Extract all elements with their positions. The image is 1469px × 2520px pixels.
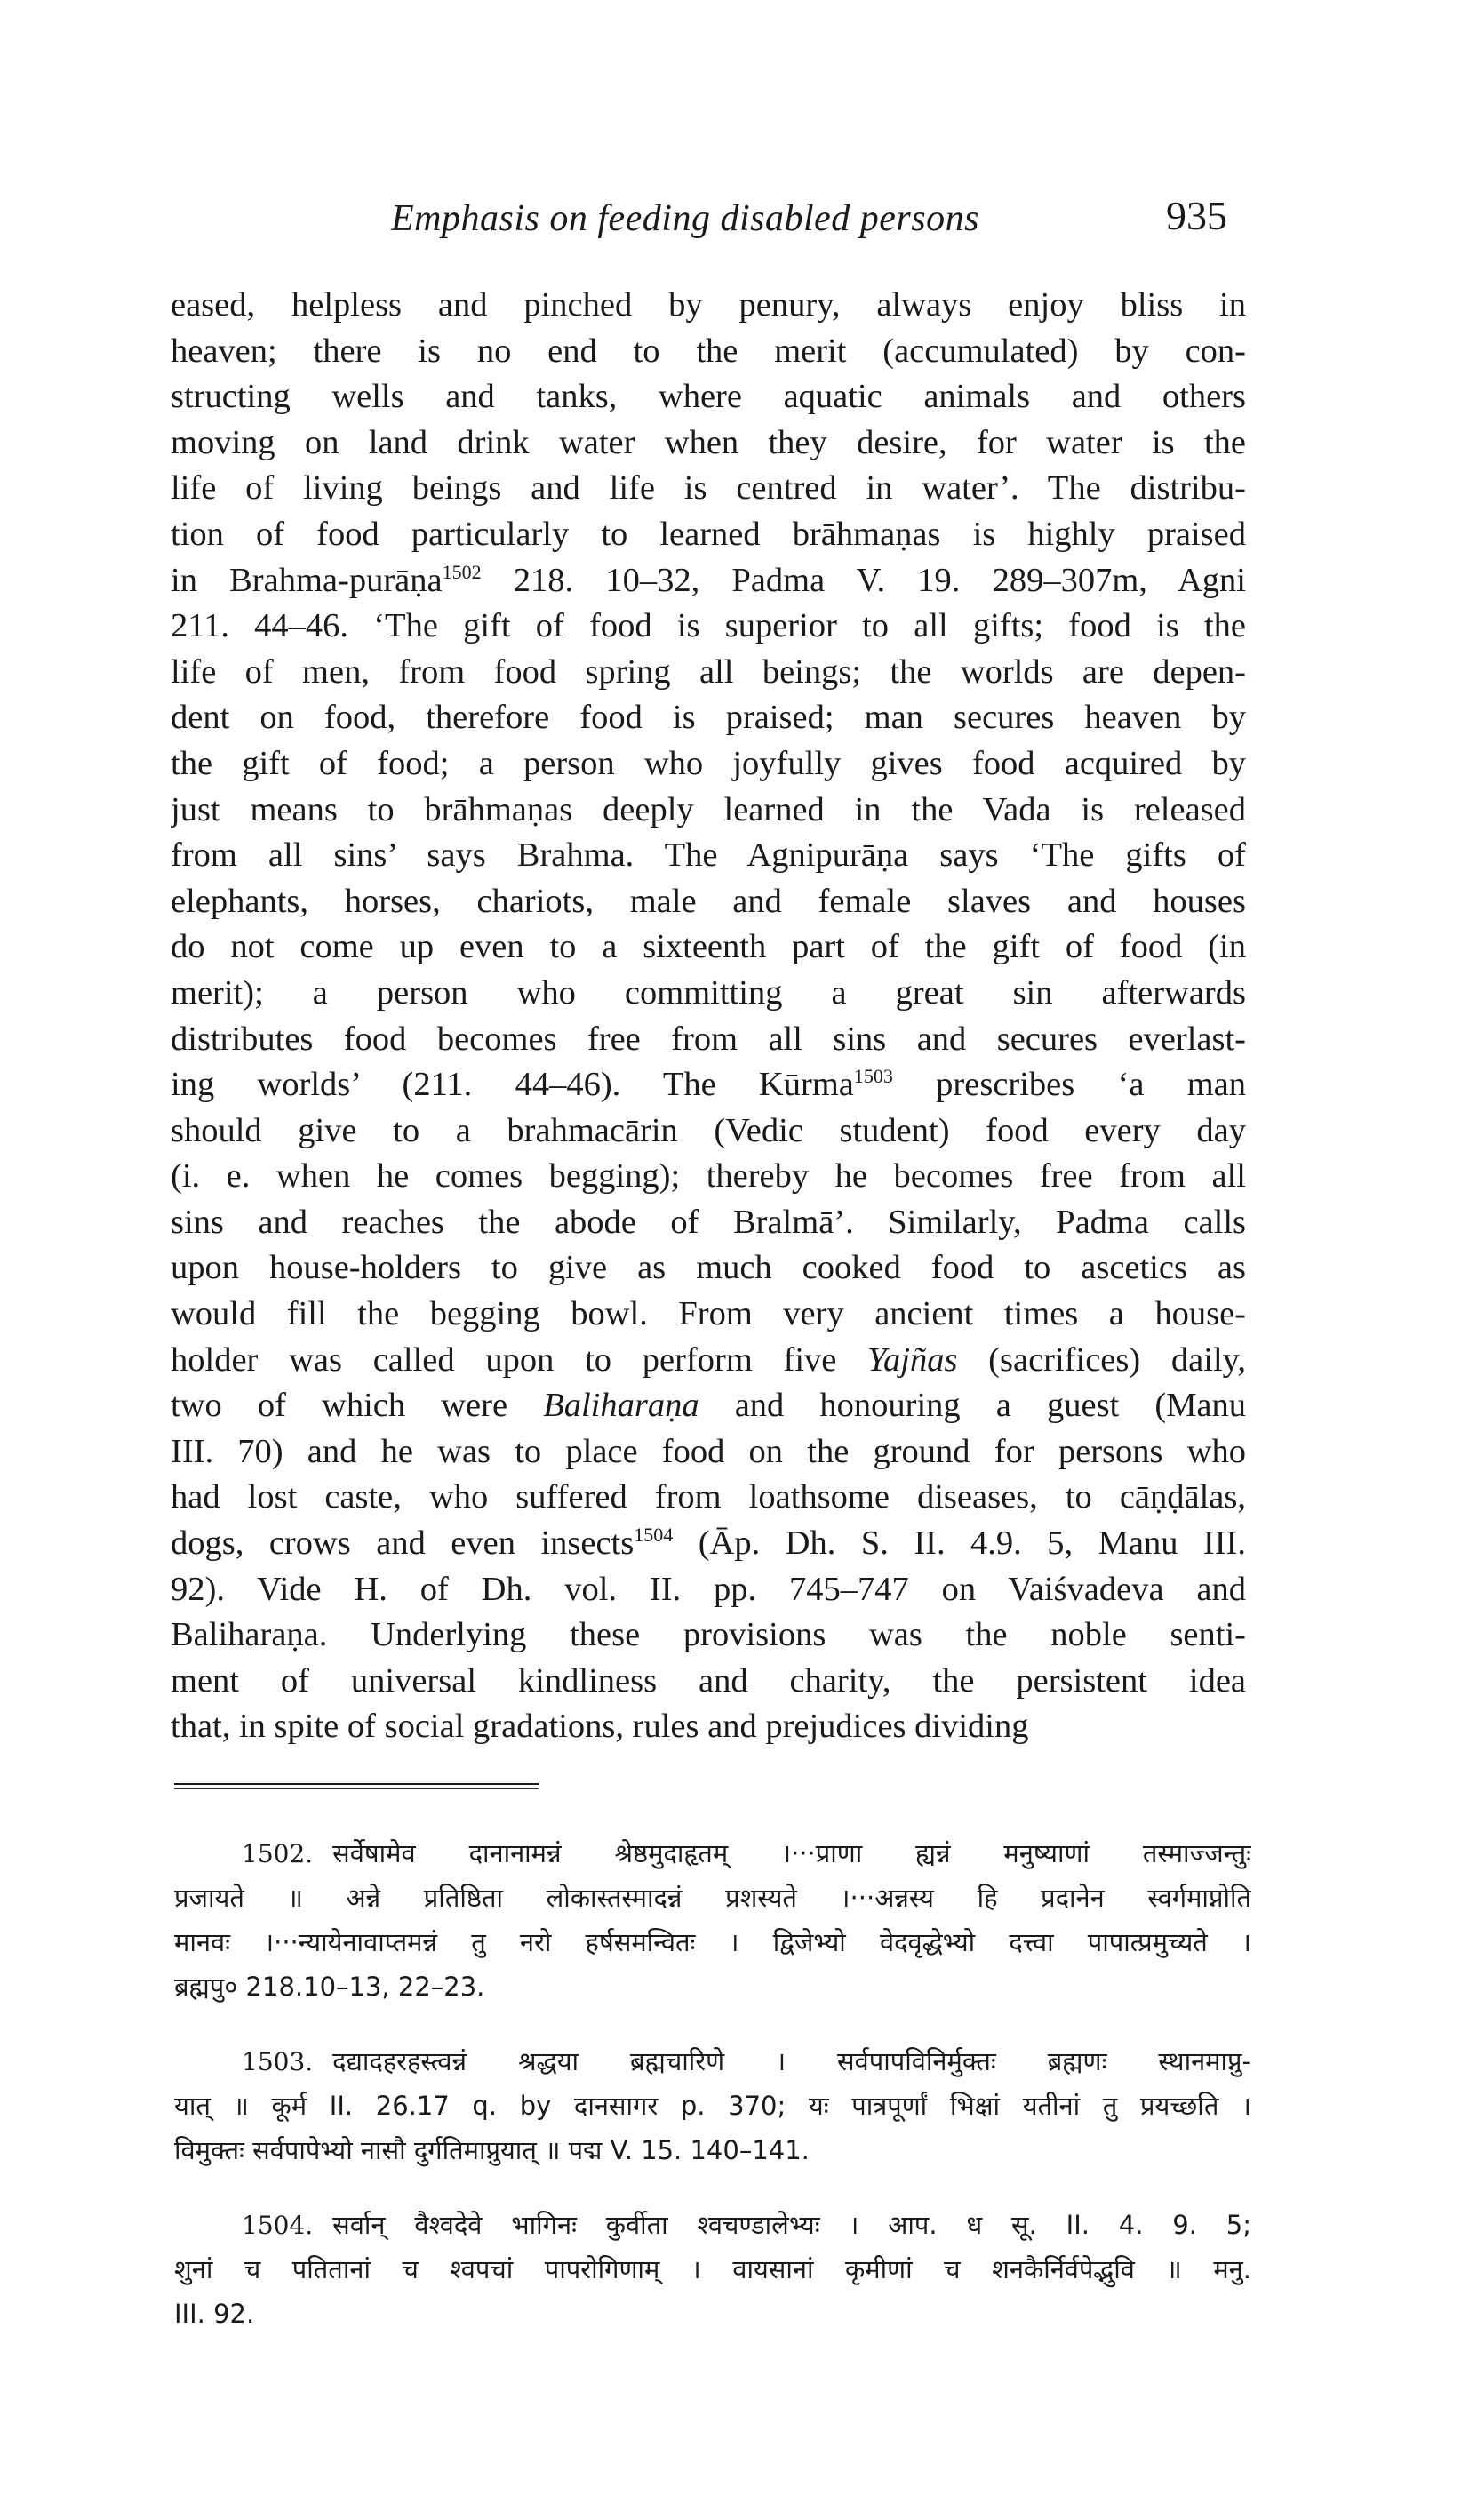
body-line: merit); a person who committing a great sin afterwards	[171, 973, 1246, 1012]
body-text-run: ing worlds’ (211. 44–46). The Kūrma	[171, 1066, 854, 1104]
body-text-run: (sacrifices) daily,	[957, 1340, 1246, 1379]
italic-term: Baliharaṇa	[543, 1387, 699, 1425]
body-text-run: and honouring a guest (Manu	[699, 1387, 1246, 1425]
footnote-number: 1503.	[242, 2047, 314, 2076]
body-line: moving on land drink water when they desire, for water is the	[171, 423, 1246, 461]
body-line: sins and reaches the abode of Bralmā’. Similarly, Padma calls	[171, 1203, 1246, 1241]
page-number: 935	[1166, 193, 1227, 238]
body-text-run: in Brahma-purāṇa	[171, 561, 443, 599]
body-text-run: dogs, crows and even insects	[171, 1524, 635, 1563]
footnote-line: III. 92.	[174, 2299, 255, 2329]
body-text-run: two of which were	[171, 1387, 508, 1425]
footnote-text: सर्वेषामेव दानानामन्नं श्रेष्ठमुदाहृतम् ।···प्राणा ह्यन्नं मनुष्याणां तस्माज्जन्तुः	[332, 1838, 1251, 1868]
footnote-text: दद्यादहरहस्त्वन्नं श्रद्धया ब्रह्मचारिणे । सर्वपापविनिर्मुक्तः ब्रह्मणः स्थानमाप्नु-	[332, 2046, 1251, 2076]
body-text-run: prescribes ‘a man	[892, 1066, 1246, 1104]
italic-term: Yajñas	[867, 1340, 958, 1379]
body-line: eased, helpless and pinched by penury, always enjoy bliss in	[171, 286, 1246, 324]
body-line: upon house-holders to give as much cooked food to ascetics as	[171, 1249, 1246, 1287]
body-line: that, in spite of social gradations, rules and prejudices dividing	[171, 1708, 1029, 1746]
footnote-ref-1503: 1503	[853, 1065, 893, 1088]
footnote-line: मानवः ।···न्यायेनावाप्तमन्नं तु नरो हर्षसमन्वितः । द्विजेभ्यो वेदवृद्धेभ्यो दत्त्वा पापात्प्रमुच्यते ।	[174, 1927, 1251, 1957]
footnotes	[174, 1831, 1251, 2366]
body-line: distributes food becomes free from all sins and secures everlast-	[171, 1020, 1246, 1058]
footnote-text: सर्वान् वैश्वदेवे भागिनः कुर्वीता श्वचण्डालेभ्यः । आप. ध सू. II. 4. 9. 5;	[332, 2210, 1251, 2240]
running-head: Emphasis on feeding disabled persons	[391, 198, 979, 239]
body-line	[171, 1521, 1246, 1567]
body-line: elephants, horses, chariots, male and female slaves and houses	[171, 882, 1246, 920]
body-line: ment of universal kindliness and charity, the persistent idea	[171, 1661, 1246, 1700]
footnote-line: विमुक्तः सर्वपापेभ्यो नासौ दुर्गतिमाप्नुयात् ॥ पद्म V. 15. 140–141.	[174, 2135, 810, 2165]
footnote-line	[174, 1831, 1251, 1876]
body-line: tion of food particularly to learned brāhmaṇas is highly praised	[171, 515, 1246, 553]
footnote-separator-thin	[174, 1788, 539, 1789]
footnote-line: यात् ॥ कूर्म II. 26.17 q. by दानसागर p. 370; यः पात्रपूर्णां भिक्षां यतीनां तु प्रयच्छति ।	[174, 2091, 1251, 2121]
footnote-line: ब्रह्मपु० 218.10–13, 22–23.	[174, 1972, 485, 2002]
body-line	[171, 1062, 1246, 1108]
body-line: 92). Vide H. of Dh. vol. II. pp. 745–747 on Vaiśvadeva and	[171, 1570, 1246, 1608]
body-line: III. 70) and he was to place food on the ground for persons who	[171, 1432, 1246, 1470]
footnote-1503	[174, 2039, 1251, 2172]
footnote-1504	[174, 2203, 1251, 2336]
body-line: just means to brāhmaṇas deeply learned in the Vada is released	[171, 790, 1246, 828]
body-line: heaven; there is no end to the merit (accumulated) by con-	[171, 332, 1246, 370]
body-line: 211. 44–46. ‘The gift of food is superior to all gifts; food is the	[171, 607, 1246, 645]
body-text-run: 218. 10–32, Padma V. 19. 289–307m, Agni	[481, 561, 1246, 599]
body-line: would fill the begging bowl. From very ancient times a house-	[171, 1295, 1246, 1333]
footnote-line: प्रजायते ॥ अन्ने प्रतिष्ठिता लोकास्तस्मादन्नं प्रशस्यते ।···अन्नस्य हि प्रदानेन स्वर्गमाप्नोति	[174, 1883, 1251, 1913]
body-line: life of men, from food spring all beings; the worlds are depen-	[171, 652, 1246, 691]
body-line: (i. e. when he comes begging); thereby he becomes free from all	[171, 1157, 1246, 1196]
body-line: Baliharaṇa. Underlying these provisions was the noble senti-	[171, 1616, 1246, 1654]
footnote-line	[174, 2203, 1251, 2247]
body-line: had lost caste, who suffered from loathsome diseases, to cāṇḍālas,	[171, 1478, 1246, 1516]
footnote-number: 1502.	[242, 1839, 314, 1868]
body-line: life of living beings and life is centred in water’. The distribu-	[171, 469, 1246, 508]
footnote-separator	[174, 1783, 539, 1785]
body-line	[171, 1338, 1246, 1384]
footnote-number: 1504.	[242, 2211, 314, 2240]
body-text	[171, 283, 1246, 1750]
footnote-1502	[174, 1831, 1251, 2009]
body-text-run: holder was called upon to perform five	[171, 1340, 837, 1379]
body-text-run: (Āp. Dh. S. II. 4.9. 5, Manu III.	[673, 1524, 1246, 1563]
body-line	[171, 558, 1246, 604]
footnote-line: शुनां च पतितानां च श्वपचां पापरोगिणाम् । वायसानां कृमीणां च शनकैर्निर्वपेद्भुवि ॥ मनु.	[174, 2254, 1251, 2284]
body-line: should give to a brahmacārin (Vedic student) food every day	[171, 1111, 1246, 1149]
body-line	[171, 1383, 1246, 1429]
footnote-line	[174, 2039, 1251, 2084]
footnote-ref-1504: 1504	[634, 1524, 674, 1547]
body-line: structing wells and tanks, where aquatic animals and others	[171, 378, 1246, 416]
body-line: dent on food, therefore food is praised; man secures heaven by	[171, 699, 1246, 737]
body-line: from all sins’ says Brahma. The Agnipurāṇa says ‘The gifts of	[171, 836, 1246, 875]
footnote-ref-1502: 1502	[442, 560, 482, 583]
body-line: do not come up even to a sixteenth part of the gift of food (in	[171, 928, 1246, 966]
body-line: the gift of food; a person who joyfully gives food acquired by	[171, 744, 1246, 782]
